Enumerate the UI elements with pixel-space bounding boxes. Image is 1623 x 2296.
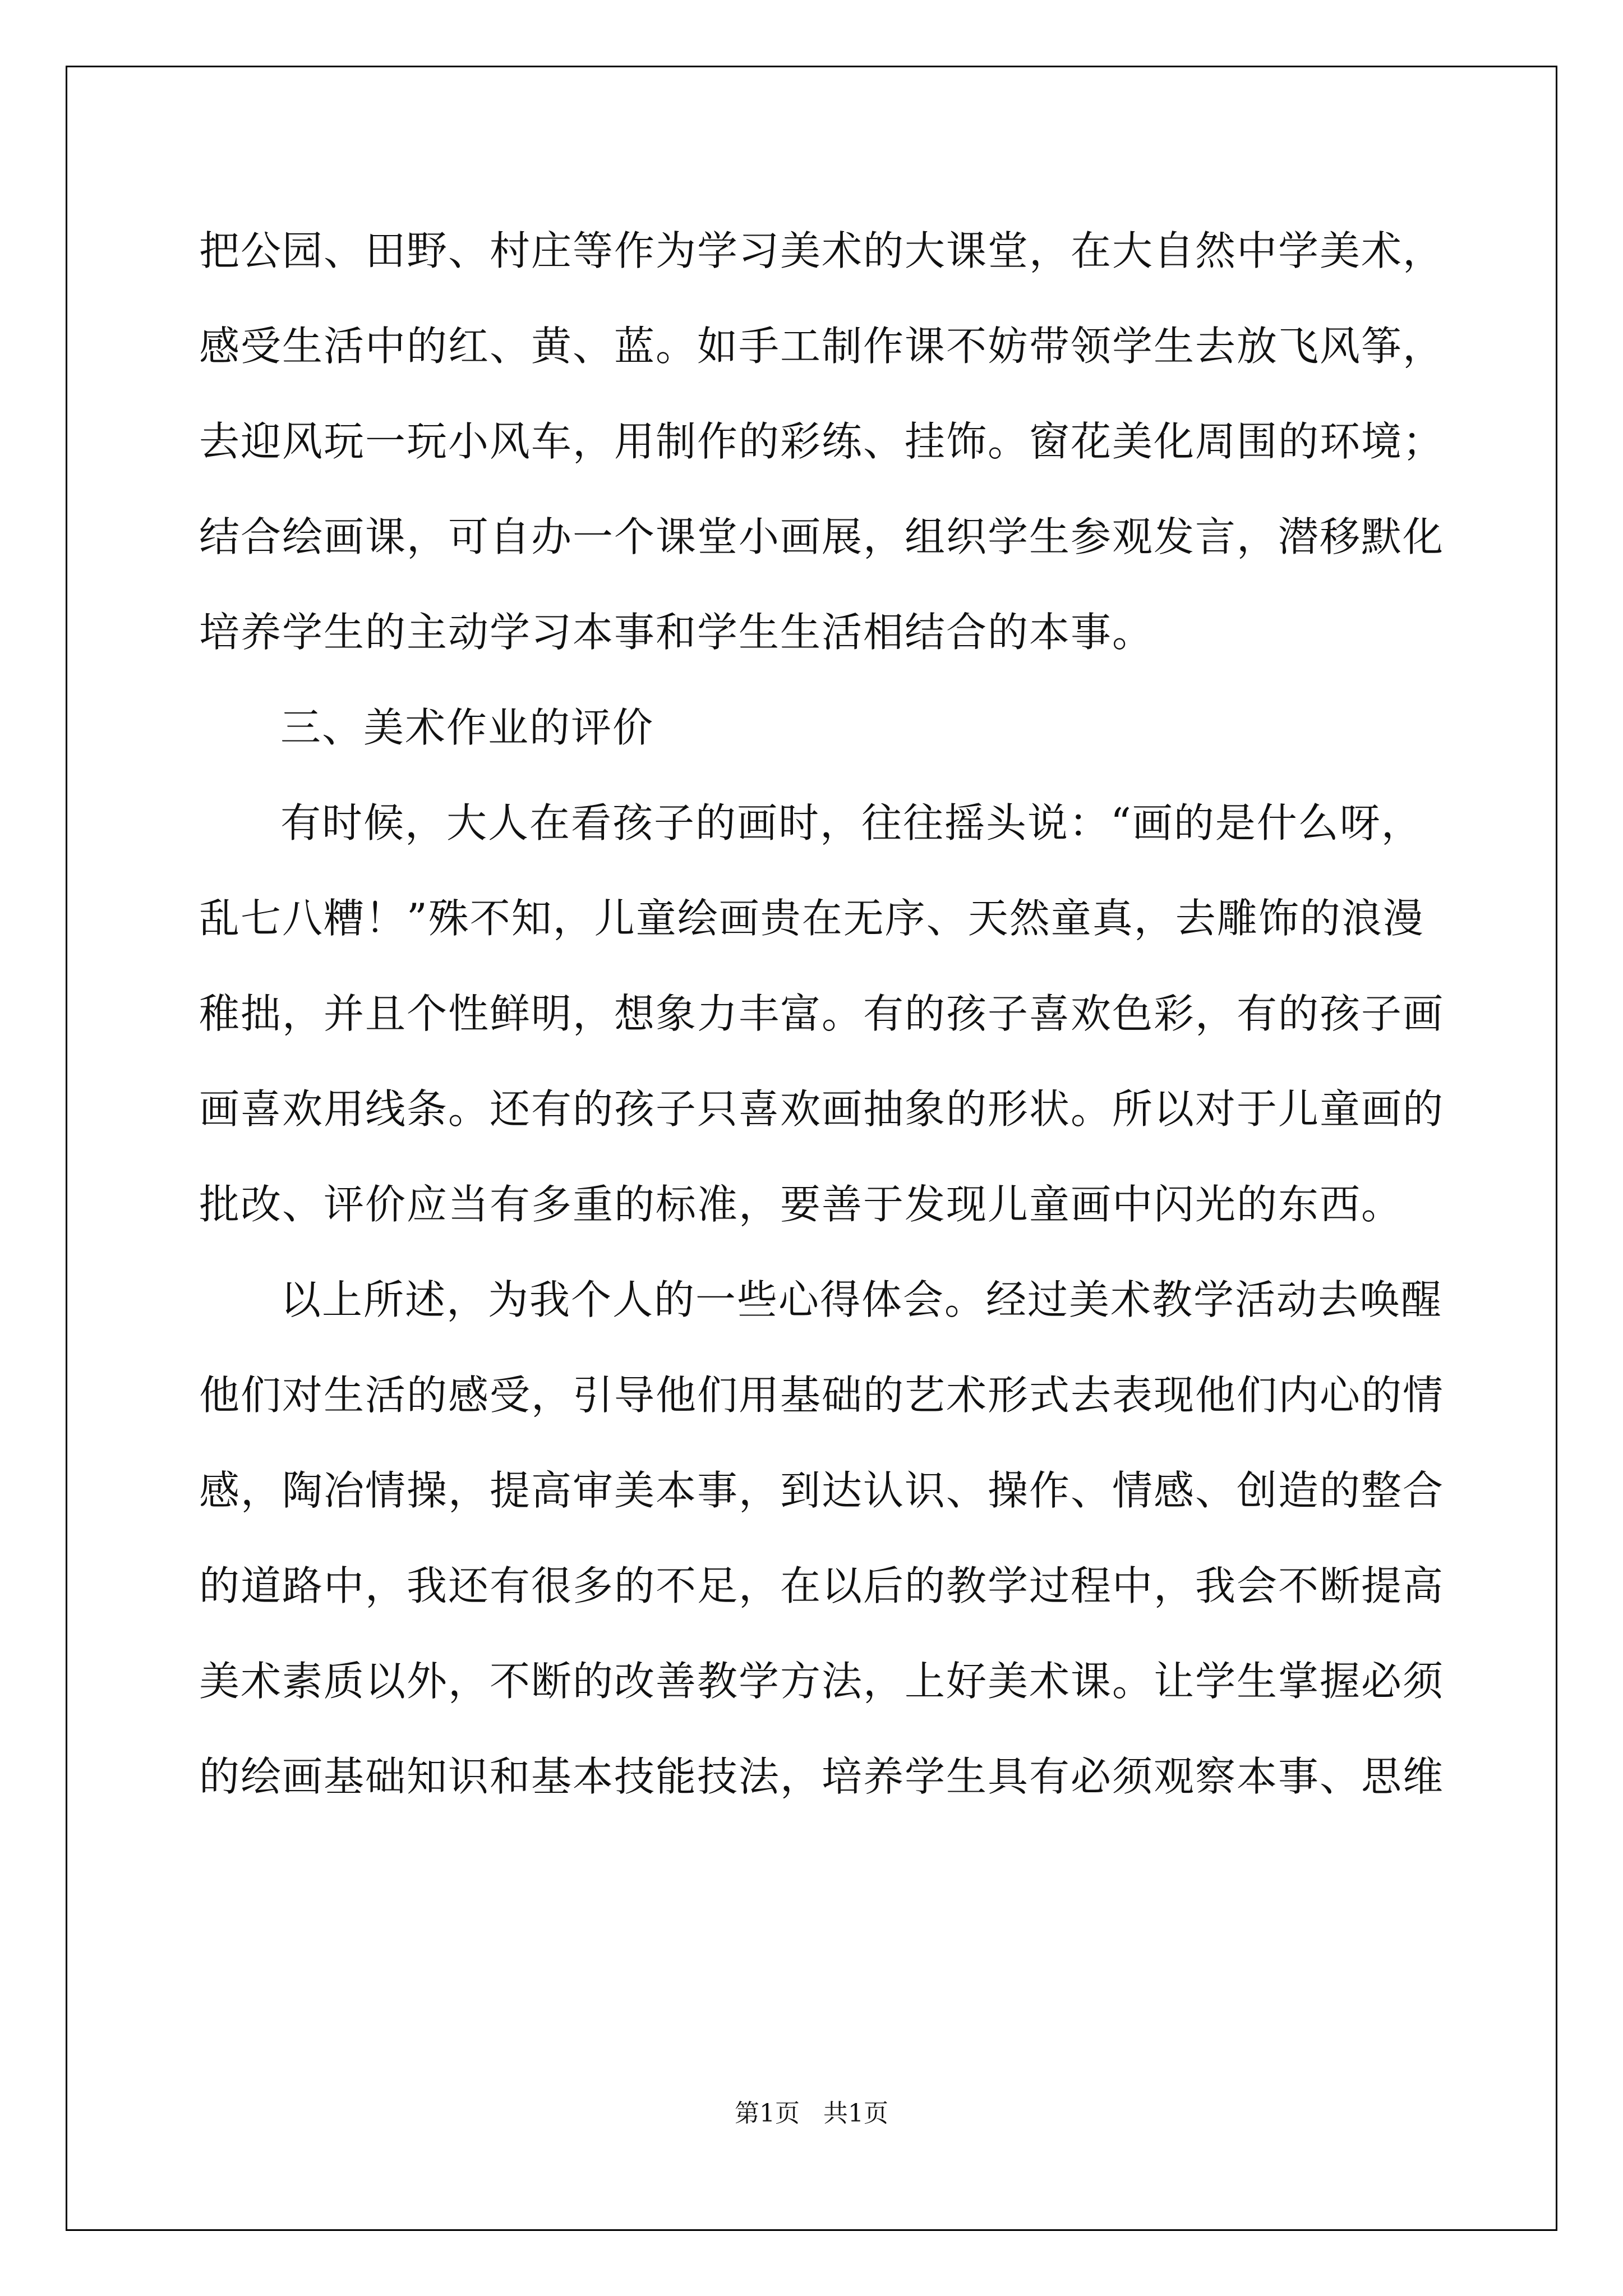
- text-line: 美术素质以外，不断的改善教学方法，上好美术课。让学生掌握必须: [199, 1658, 1445, 1705]
- text-line: 感，陶冶情操，提高审美本事，到达认识、操作、情感、创造的整合: [199, 1467, 1445, 1514]
- text-line: 画喜欢用线条。还有的孩子只喜欢画抽象的形状。所以对于儿童画的: [199, 1085, 1445, 1133]
- text-line: 有时候，大人在看孩子的画时，往往摇头说：“画的是什么呀，: [280, 799, 1423, 846]
- text-line: 的道路中，我还有很多的不足，在以后的教学过程中，我会不断提高: [199, 1562, 1445, 1609]
- text-line: 感受生活中的红、黄、蓝。如手工制作课不妨带领学生去放飞风筝，: [199, 323, 1445, 370]
- text-line: 结合绘画课，可自办一个课堂小画展，组织学生参观发言，潜移默化: [199, 513, 1445, 560]
- document-body: [199, 203, 1445, 1824]
- text-line: 稚拙，并且个性鲜明，想象力丰富。有的孩子喜欢色彩，有的孩子画: [199, 990, 1445, 1037]
- text-line: 乱七八糟！”殊不知，儿童绘画贵在无序、天然童真，去雕饰的浪漫: [199, 895, 1424, 942]
- text-line: 的绘画基础知识和基本技能技法，培养学生具有必须观察本事、思维: [199, 1753, 1445, 1800]
- section-heading: 三、美术作业的评价: [280, 704, 654, 751]
- text-line: 以上所述，为我个人的一些心得体会。经过美术教学活动去唤醒: [280, 1276, 1443, 1323]
- text-line: 批改、评价应当有多重的标准，要善于发现儿童画中闪光的东西。: [199, 1181, 1403, 1228]
- text-line: 把公园、田野、村庄等作为学习美术的大课堂，在大自然中学美术，: [199, 227, 1445, 274]
- page-footer: 第1页 共1页: [735, 2099, 888, 2128]
- text-line: 去迎风玩一玩小风车，用制作的彩练、挂饰。窗花美化周围的环境；: [199, 418, 1445, 465]
- text-line: 他们对生活的感受，引导他们用基础的艺术形式去表现他们内心的情: [199, 1372, 1445, 1419]
- text-line: 培养学生的主动学习本事和学生生活相结合的本事。: [199, 609, 1154, 656]
